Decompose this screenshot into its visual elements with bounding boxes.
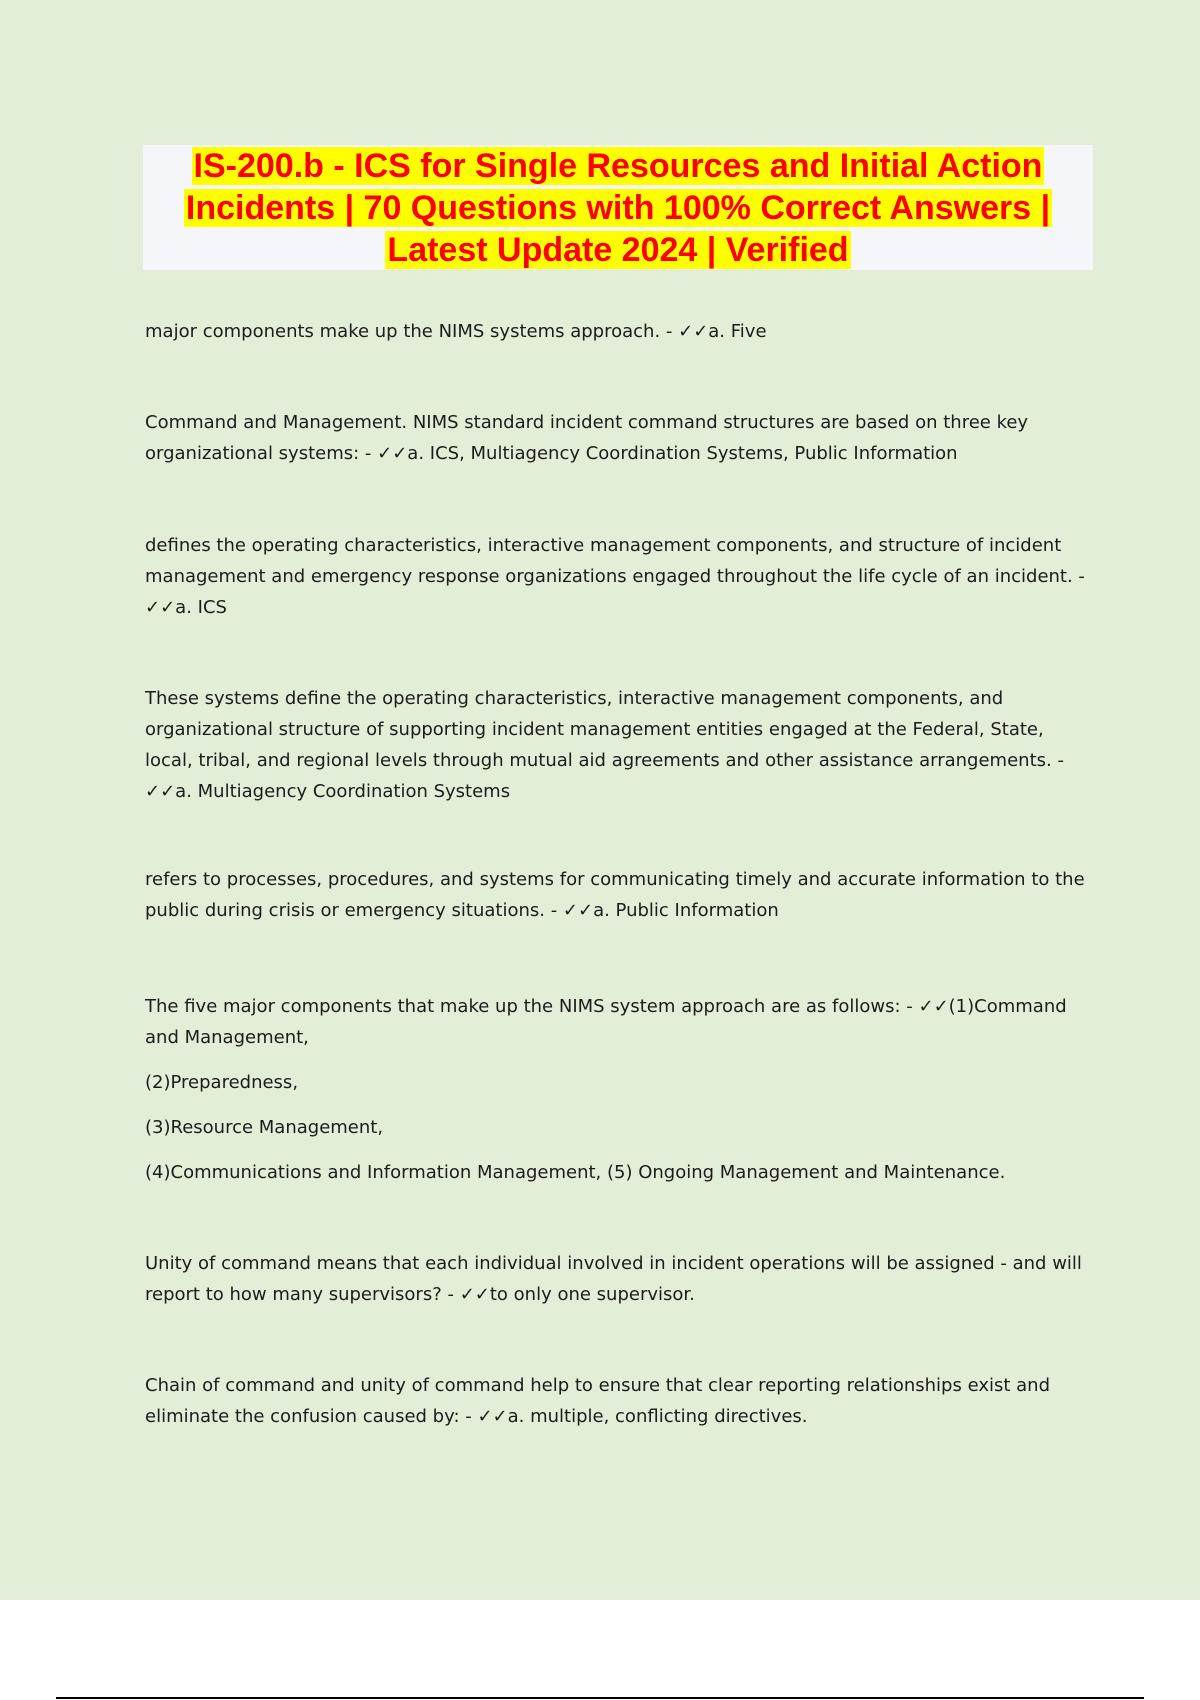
footer-divider bbox=[56, 1697, 1144, 1699]
qa-item-2 bbox=[145, 407, 1085, 469]
qa-sub-line: (2)Preparedness, bbox=[145, 1072, 299, 1093]
qa-text: refers to processes, procedures, and systems for communicating timely and accurate information to the public during crisis or emergency situations. - ✓✓a. Public Information bbox=[145, 869, 1085, 921]
qa-item-3 bbox=[145, 530, 1085, 623]
document-title bbox=[143, 145, 1093, 270]
title-line-1: IS-200.b - ICS for Single Resources and Initial Action bbox=[193, 147, 1043, 185]
qa-sub-line: (4)Communications and Information Management, (5) Ongoing Management and Maintenance. bbox=[145, 1162, 1006, 1183]
qa-item-1 bbox=[145, 316, 1085, 347]
qa-text: defines the operating characteristics, interactive management components, and structure of incident management and emergency response organizations engaged throughout the life cycle of an incident. - ✓✓a. ICS bbox=[145, 535, 1085, 618]
qa-text: major components make up the NIMS systems approach. - ✓✓a. Five bbox=[145, 321, 767, 342]
qa-item-7 bbox=[145, 1248, 1085, 1310]
qa-text: Chain of command and unity of command help to ensure that clear reporting relationships exist and eliminate the confusion caused by: - ✓✓a. multiple, conflicting directives. bbox=[145, 1375, 1051, 1427]
qa-text: Unity of command means that each individual involved in incident operations will be assigned - and will report to how many supervisors? - ✓✓to only one supervisor. bbox=[145, 1253, 1082, 1305]
qa-text: The five major components that make up the NIMS system approach are as follows: - ✓✓(1)Command and Management, bbox=[145, 996, 1067, 1048]
qa-text: These systems define the operating characteristics, interactive management components, and organizational structure of supporting incident management entities engaged at the Federal, State, local, tribal, and regional levels through mutual aid agreements and other assistance arrangements. - ✓✓a. Multiagency Coordination Systems bbox=[145, 688, 1064, 802]
qa-text: Command and Management. NIMS standard incident command structures are based on three key organizational systems: - ✓✓a. ICS, Multiagency Coordination Systems, Public Information bbox=[145, 412, 1029, 464]
qa-item-8 bbox=[145, 1370, 1085, 1432]
title-line-3: Latest Update 2024 | Verified bbox=[387, 231, 849, 269]
qa-item-5 bbox=[145, 864, 1085, 926]
title-line-2: Incidents | 70 Questions with 100% Correct Answers | bbox=[185, 189, 1051, 227]
qa-item-4 bbox=[145, 683, 1085, 807]
qa-item-6 bbox=[145, 991, 1085, 1188]
qa-sub-line: (3)Resource Management, bbox=[145, 1117, 384, 1138]
